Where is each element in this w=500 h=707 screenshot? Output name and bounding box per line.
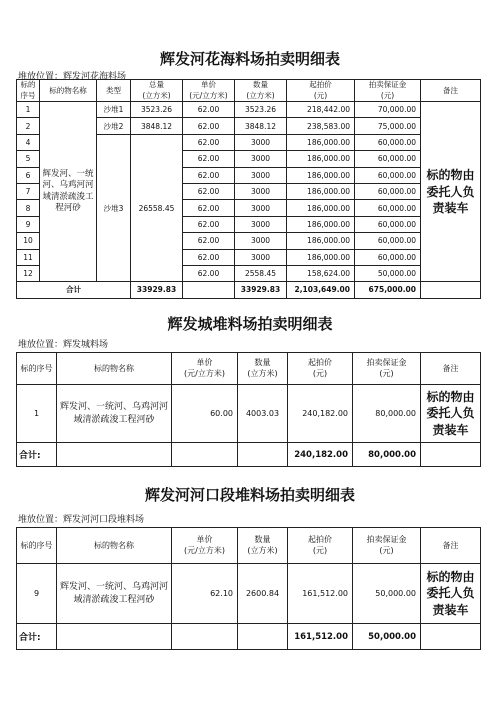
cell-item-name: 辉发河、一统河、乌鸡河河域清淤疏浚工程河砂 [40,102,97,282]
cell-qty: 3000 [235,134,287,150]
header-start: 起拍价 (元) [287,80,355,102]
header-qty: 数量 (立方米) [238,353,288,385]
cell-start: 186,000.00 [287,200,355,216]
cell-seq: 8 [17,200,40,216]
cell-seq: 11 [17,249,40,265]
cell-start: 186,000.00 [287,216,355,232]
total-start: 161,512.00 [288,624,353,650]
cell-price: 62.00 [183,118,235,134]
cell-seq: 5 [17,151,40,167]
cell-seq: 10 [17,233,40,249]
cell-deposit: 60,000.00 [355,167,421,183]
cell-remark: 标的物由委托人负责装车 [421,385,481,443]
cell-type: 沙堆1 [97,102,131,118]
total-start: 2,103,649.00 [287,282,355,298]
cell-seq: 6 [17,167,40,183]
cell-start: 161,512.00 [288,564,353,624]
total-empty [421,624,481,650]
table-row [17,102,481,118]
cell-seq: 12 [17,265,40,281]
cell-deposit: 60,000.00 [355,183,421,199]
total-deposit: 50,000.00 [353,624,421,650]
cell-qty: 3000 [235,183,287,199]
cell-deposit: 60,000.00 [355,200,421,216]
cell-price: 62.00 [183,134,235,150]
cell-remark: 标的物由委托人负责装车 [421,102,481,282]
table-header [17,528,481,564]
section1-location: 堆放位置：辉发河花海料场 [18,72,127,82]
cell-start: 186,000.00 [287,233,355,249]
table-row [17,564,481,624]
cell-deposit: 60,000.00 [355,134,421,150]
total-remark-empty [421,282,481,298]
header-total: 总量 (立方米) [131,80,183,102]
cell-qty: 3000 [235,200,287,216]
cell-price: 62.00 [183,183,235,199]
section3-location: 堆放位置：辉发河河口段堆料场 [18,515,145,525]
cell-item-name: 辉发河、一统河、乌鸡河河域清淤疏浚工程河砂 [57,564,172,624]
header-name: 标的物名称 [57,528,172,564]
cell-start: 186,000.00 [287,151,355,167]
cell-deposit: 60,000.00 [355,233,421,249]
cell-deposit: 50,000.00 [353,564,421,624]
section2-table [16,352,481,467]
cell-seq: 9 [17,564,57,624]
cell-deposit: 60,000.00 [355,216,421,232]
cell-seq: 9 [17,216,40,232]
total-label: 合计 [17,282,131,298]
header-remark: 备注 [421,528,481,564]
header-start: 起拍价 (元) [288,528,353,564]
total-deposit: 675,000.00 [355,282,421,298]
cell-item-name: 辉发河、一统河、乌鸡河河域清淤疏浚工程河砂 [57,385,172,443]
cell-qty: 3523.26 [235,102,287,118]
cell-price: 62.00 [183,216,235,232]
header-deposit: 拍卖保证金 (元) [353,353,421,385]
cell-start: 186,000.00 [287,167,355,183]
total-empty [238,443,288,467]
header-name: 标的物名称 [57,353,172,385]
total-empty [421,443,481,467]
header-remark: 备注 [421,353,481,385]
cell-price: 60.00 [172,385,238,443]
total-price-empty [183,282,235,298]
cell-start: 186,000.00 [287,183,355,199]
total-row [17,282,481,298]
header-seq: 标的序号 [17,80,40,102]
cell-total: 3523.26 [131,102,183,118]
cell-total: 3848.12 [131,118,183,134]
cell-seq: 4 [17,134,40,150]
table-row [17,385,481,443]
total-label: 合计: [17,624,57,650]
cell-start: 240,182.00 [288,385,353,443]
header-deposit: 拍卖保证金 (元) [355,80,421,102]
cell-qty: 2558.45 [235,265,287,281]
cell-start: 238,583.00 [287,118,355,134]
header-seq: 标的序号 [17,353,57,385]
cell-type: 沙堆2 [97,118,131,134]
cell-deposit: 70,000.00 [355,102,421,118]
cell-price: 62.00 [183,249,235,265]
cell-qty: 3848.12 [235,118,287,134]
section2-location: 堆放位置：辉发城料场 [18,340,109,350]
cell-price: 62.00 [183,102,235,118]
total-row [17,443,481,467]
header-qty: 数量 (立方米) [235,80,287,102]
cell-seq: 1 [17,102,40,118]
cell-qty: 2600.84 [238,564,288,624]
total-empty [57,624,172,650]
cell-price: 62.00 [183,200,235,216]
total-deposit: 80,000.00 [353,443,421,467]
cell-group-type: 沙堆3 [97,134,131,282]
header-price: 单价 (元/立方米) [172,528,238,564]
cell-deposit: 60,000.00 [355,151,421,167]
total-volume: 33929.83 [131,282,183,298]
section1-title: 辉发河花海料场拍卖明细表 [159,50,340,68]
section3-title: 辉发河河口段堆料场拍卖明细表 [144,486,355,504]
cell-qty: 3000 [235,216,287,232]
total-empty [57,443,172,467]
cell-price: 62.10 [172,564,238,624]
section3-table [16,527,481,650]
header-deposit: 拍卖保证金 (元) [353,528,421,564]
total-start: 240,182.00 [288,443,353,467]
cell-seq: 7 [17,183,40,199]
cell-deposit: 60,000.00 [355,249,421,265]
cell-price: 62.00 [183,265,235,281]
total-qty: 33929.83 [235,282,287,298]
header-price: 单价 (元/立方米) [183,80,235,102]
cell-price: 62.00 [183,167,235,183]
header-price: 单价 (元/立方米) [172,353,238,385]
cell-deposit: 75,000.00 [355,118,421,134]
header-seq: 标的序号 [17,528,57,564]
cell-qty: 3000 [235,167,287,183]
cell-start: 158,624.00 [287,265,355,281]
header-remark: 备注 [421,80,481,102]
cell-start: 186,000.00 [287,249,355,265]
cell-price: 62.00 [183,151,235,167]
header-start: 起拍价 (元) [288,353,353,385]
total-empty [172,624,238,650]
cell-seq: 1 [17,385,57,443]
cell-qty: 3000 [235,233,287,249]
header-name: 标的物名称 [40,80,97,102]
cell-seq: 2 [17,118,40,134]
total-empty [172,443,238,467]
cell-price: 62.00 [183,233,235,249]
cell-qty: 3000 [235,151,287,167]
cell-remark: 标的物由委托人负责装车 [421,564,481,624]
cell-deposit: 80,000.00 [353,385,421,443]
table-header [17,80,481,102]
cell-start: 218,442.00 [287,102,355,118]
cell-qty: 4003.03 [238,385,288,443]
header-qty: 数量 (立方米) [238,528,288,564]
header-type: 类型 [97,80,131,102]
table-header [17,353,481,385]
section2-title: 辉发城堆料场拍卖明细表 [167,315,333,333]
cell-deposit: 50,000.00 [355,265,421,281]
total-row [17,624,481,650]
total-label: 合计: [17,443,57,467]
cell-qty: 3000 [235,249,287,265]
cell-group-total: 26558.45 [131,134,183,282]
total-empty [238,624,288,650]
section1-table [16,79,481,299]
cell-start: 186,000.00 [287,134,355,150]
